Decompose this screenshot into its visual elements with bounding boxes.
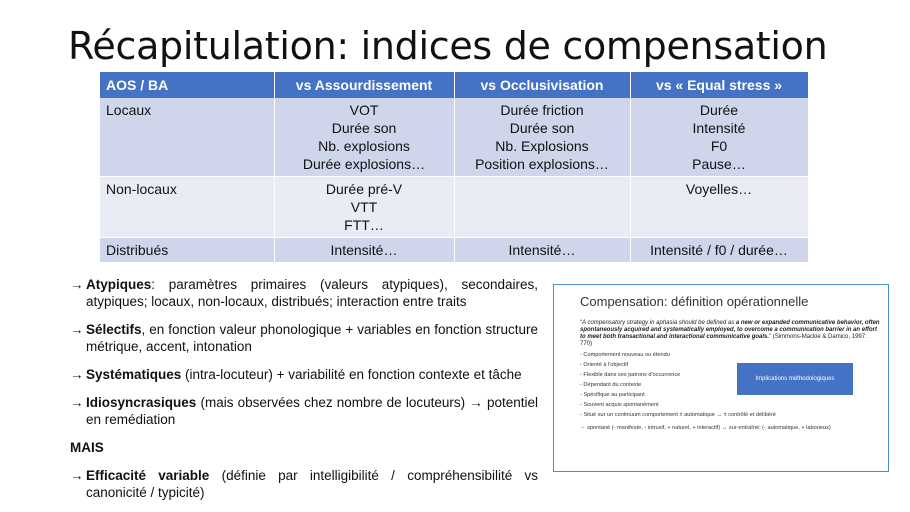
implications-box: Implications méthodologiques bbox=[737, 363, 853, 395]
table-cell bbox=[630, 98, 808, 177]
cell-line: Intensité… bbox=[330, 242, 398, 258]
panel-quote bbox=[580, 320, 880, 348]
summary-table bbox=[100, 72, 809, 263]
cell-line: FTT… bbox=[344, 217, 384, 233]
bullet-item bbox=[70, 321, 538, 355]
bullet-text: (mais observées chez nombre de locuteurs) → potentiel en remédiation bbox=[86, 395, 538, 427]
bullet-item bbox=[70, 467, 538, 501]
cell-line: VTT bbox=[350, 199, 378, 215]
cell-line: Durée friction bbox=[500, 102, 584, 118]
cell-line: Position explosions… bbox=[475, 156, 609, 172]
table-cell bbox=[454, 98, 630, 177]
cell-line: Durée son bbox=[331, 120, 397, 136]
bullet-keyword: Sélectifs bbox=[86, 322, 142, 337]
arrow-icon: → bbox=[70, 277, 84, 292]
header-assourdissement: vs Assourdissement bbox=[274, 72, 454, 98]
cell-line: Voyelles… bbox=[685, 181, 753, 197]
cell-line: Intensité / f0 / durée… bbox=[650, 242, 788, 258]
list-item: - Dépendant du contexte bbox=[580, 382, 642, 388]
cell-line: Intensité… bbox=[508, 242, 576, 258]
cell-line: Durée explosions… bbox=[302, 156, 426, 172]
arrow-icon: → bbox=[70, 322, 84, 337]
table-row bbox=[100, 177, 808, 238]
table-cell bbox=[274, 98, 454, 177]
quote-end: ” (Simmons-Mackie & Damico, 1997: 770) bbox=[580, 334, 867, 347]
table-cell bbox=[274, 177, 454, 238]
list-item: - Situé sur un continuum comportement ± automatique ↔ ± contrôlé et délibéré bbox=[580, 412, 776, 418]
table-row bbox=[100, 98, 808, 177]
bullet-keyword: Atypiques bbox=[86, 277, 152, 292]
cell-line: Intensité bbox=[692, 120, 746, 136]
bullet-text: (intra-locuteur) + variabilité en fonction contexte et tâche bbox=[181, 367, 522, 382]
panel-title: Compensation: définition opérationnelle bbox=[580, 294, 809, 309]
table-cell bbox=[630, 238, 808, 263]
list-item: - Comportement nouveau ou étendu bbox=[580, 352, 670, 358]
panel-footer: ⇔ spontané (- manifeste, - intrusif, + naturel, + interactif) ↔ sur-entraîné: (- automatique, + laborieux) bbox=[580, 425, 831, 431]
header-occlusivisation: vs Occlusivisation bbox=[454, 72, 630, 98]
row-label: Locaux bbox=[100, 98, 274, 177]
row-label: Non-locaux bbox=[100, 177, 274, 238]
quote-bold: a new or expanded communicative behavior, often spontaneously acquired and systematically employed, to overcome a communication barrier in an effort to meet both transactional and interactional communicative goals. bbox=[580, 320, 880, 340]
page-title: Récapitulation: indices de compensation bbox=[68, 24, 828, 68]
table-cell bbox=[454, 238, 630, 263]
cell-line: VOT bbox=[349, 102, 379, 118]
row-label: Distribués bbox=[100, 238, 274, 263]
header-equal-stress: vs « Equal stress » bbox=[630, 72, 808, 98]
arrow-icon: → bbox=[70, 468, 84, 483]
quote-start: “A compensatory strategy in aphasia should be defined as bbox=[580, 320, 736, 326]
bullet-keyword: Idiosyncrasiques bbox=[86, 395, 197, 410]
table-cell bbox=[274, 238, 454, 263]
bullet-text: : paramètres primaires (valeurs atypiques), secondaires, atypiques; locaux, non-locaux, distribués; interaction entre traits bbox=[86, 277, 538, 309]
bullet-item bbox=[70, 394, 538, 428]
definition-panel bbox=[553, 284, 889, 472]
list-item: - Flexible dans ses patrons d'occurrence bbox=[580, 372, 681, 378]
bullet-item bbox=[70, 366, 538, 383]
arrow-icon: → bbox=[70, 367, 84, 382]
mais-label: MAIS bbox=[70, 440, 104, 455]
cell-line: Durée son bbox=[509, 120, 575, 136]
cell-line: F0 bbox=[710, 138, 728, 154]
cell-line: Nb. explosions bbox=[318, 138, 410, 154]
list-item: - Orienté à l'objectif bbox=[580, 362, 629, 368]
cell-line: Nb. Explosions bbox=[495, 138, 589, 154]
header-aos-ba: AOS / BA bbox=[100, 72, 274, 98]
table-header-row bbox=[100, 72, 808, 98]
cell-line: Pause… bbox=[692, 156, 746, 172]
cell-line: Durée bbox=[699, 102, 739, 118]
list-item: - Spécifique au participant bbox=[580, 392, 645, 398]
table-row bbox=[100, 238, 808, 263]
bullet-text: , en fonction valeur phonologique + variables en fonction structure métrique, accent, intonation bbox=[86, 322, 538, 354]
table-cell bbox=[454, 177, 630, 238]
bullet-keyword: Efficacité variable bbox=[86, 468, 210, 483]
bullet-list bbox=[70, 276, 538, 512]
bullet-text: (définie par intelligibilité / compréhensibilité vs canonicité / typicité) bbox=[86, 468, 539, 500]
list-item: - Souvent acquis spontanément bbox=[580, 402, 659, 408]
arrow-icon: → bbox=[70, 395, 84, 410]
bullet-keyword: Systématiques bbox=[86, 367, 182, 382]
table-cell bbox=[630, 177, 808, 238]
bullet-item bbox=[70, 276, 538, 310]
cell-line: Durée pré-V bbox=[325, 181, 403, 197]
